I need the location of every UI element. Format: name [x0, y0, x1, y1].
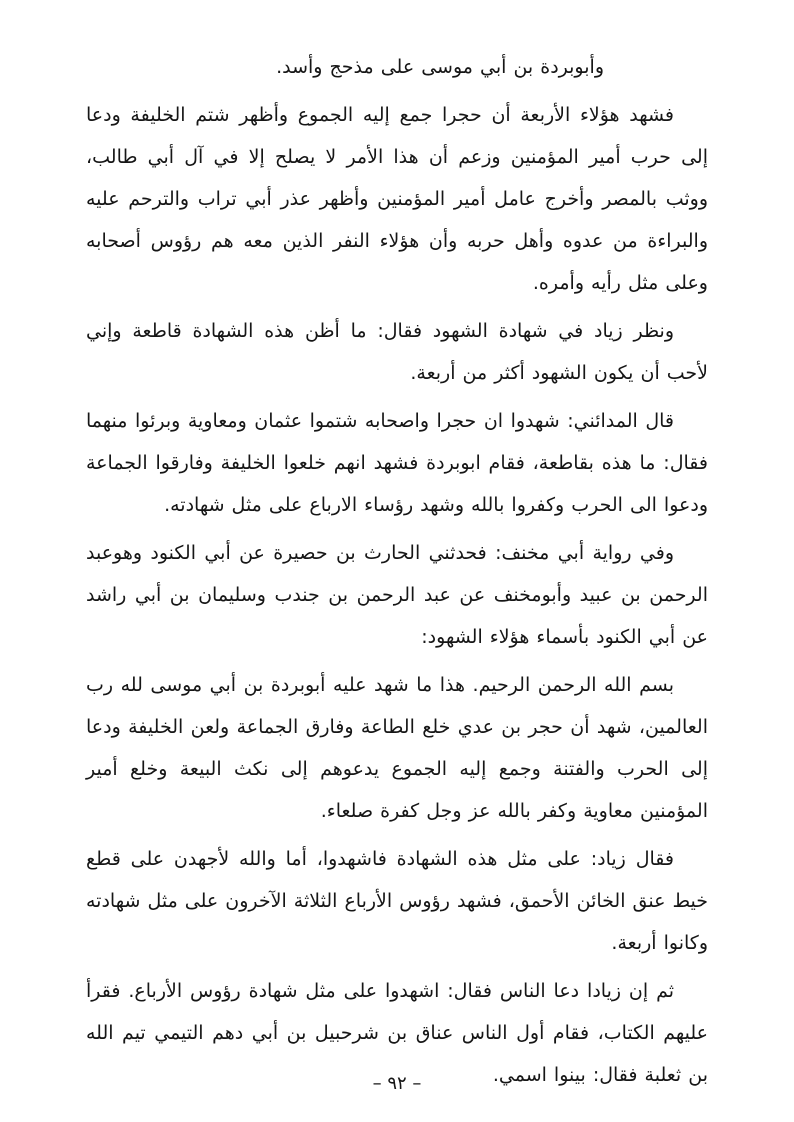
paragraph-1: وأبوبردة بن أبي موسى على مذحج وأسد. [276, 56, 604, 78]
page-number: – ٩٢ – [372, 1073, 422, 1094]
paragraph-6: بسم الله الرحمن الرحيم. هذا ما شهد عليه أبوبردة بن أبي موسى لله رب العالمين، شهد أن حجر بن عدي خلع الطاعة وفارق الجماعة ولعن الخليفة ودعا إلى الحرب والفتنة وجمع إليه الجموع يدعوهم إلى نكث البيعة وخلع أمير المؤمنين معاوية وكفر بالله عز وجل كفرة صلعاء. [86, 674, 708, 822]
paragraph-7: فقال زياد: على مثل هذه الشهادة فاشهدوا، أما والله لأجهدن على قطع خيط عنق الخائن الأحمق، فشهد رؤوس الأرباع الثلاثة الآخرون على مثل شهادته وكانوا أربعة. [86, 848, 708, 954]
paragraph-5: وفي رواية أبي مخنف: فحدثني الحارث بن حصيرة عن أبي الكنود وهوعبد الرحمن بن عبيد وأبومخنف عن عبد الرحمن بن جندب وسليمان بن أبي راشد عن أبي الكنود بأسماء هؤلاء الشهود: [86, 542, 708, 648]
paragraph-2: فشهد هؤلاء الأربعة أن حجرا جمع إليه الجموع وأظهر شتم الخليفة ودعا إلى حرب أمير المؤمنين وزعم أن هذا الأمر لا يصلح إلا في آل أبي طالب، ووثب بالمصر وأخرج عامل أمير المؤمنين وأظهر عذر أبي تراب والترحم عليه والبراءة من عدوه وأهل حربه وأن هؤلاء النفر الذين معه هم رؤوس أصحابه وعلى مثل رأيه وأمره. [86, 104, 708, 294]
text-block [86, 46, 708, 1096]
paragraph-8: ثم إن زيادا دعا الناس فقال: اشهدوا على مثل شهادة رؤوس الأرباع. فقرأ عليهم الكتاب، فقام أول الناس عناق بن شرحبيل بن أبي دهم التيمي تيم الله بن ثعلبة فقال: بينوا اسمي. [86, 980, 708, 1086]
paragraph-3: ونظر زياد في شهادة الشهود فقال: ما أظن هذه الشهادة قاطعة وإني لأحب أن يكون الشهود أكثر من أربعة. [86, 320, 708, 384]
paragraph-4: قال المدائني: شهدوا ان حجرا واصحابه شتموا عثمان ومعاوية وبرئوا منهما فقال: ما هذه بقاطعة، فقام ابوبردة فشهد انهم خلعوا الخليفة وفارقوا الجماعة ودعوا الى الحرب وكفروا بالله وشهد رؤساء الارباع على مثل شهادته. [86, 410, 708, 516]
